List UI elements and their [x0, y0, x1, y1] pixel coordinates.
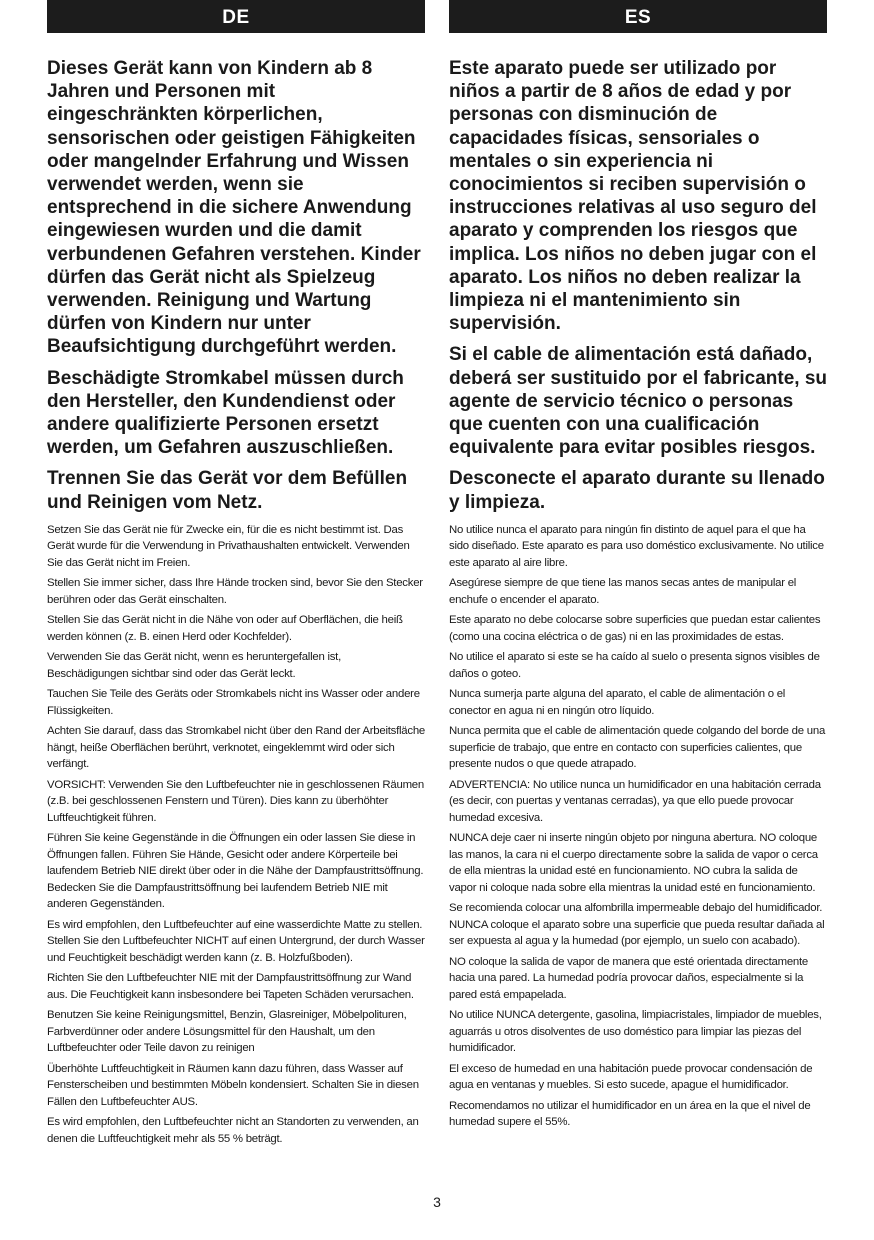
paragraph: El exceso de humedad en una habitación puede provocar condensación de agua en ventanas y muebles. Si esto sucede, apague el humidificador.	[449, 1062, 813, 1092]
paragraph: Tauchen Sie Teile des Geräts oder Stromkabels nicht ins Wasser oder andere Flüssigkeiten.	[47, 688, 420, 717]
bold-paragraph: Desconecte el aparato durante su llenado y limpieza.	[449, 468, 825, 513]
paragraph: Führen Sie keine Gegenstände in die Öffnungen ein oder lassen Sie diese in Öffnungen fallen. Führen Sie Hände, Gesicht oder andere Körperteile bei laufendem Betrieb NIE direkt über oder in die Nähe der Dampfaustrittsöffnung. Bedecken Sie die Dampfaustrittsöffnung bei laufendem Betrieb NIE mit anderen Gegenständen.	[47, 832, 424, 911]
paragraph: Es wird empfohlen, den Luftbefeuchter nicht an Standorten zu verwenden, an denen die Luftfeuchtigkeit mehr als 55 % beträgt.	[47, 1116, 419, 1145]
column-spanish	[449, 0, 827, 1135]
paragraph: Recomendamos no utilizar el humidificador en un área en la que el nivel de humedad supere el 55%.	[449, 1099, 811, 1129]
bold-paragraph: Trennen Sie das Gerät vor dem Befüllen und Reinigen vom Netz.	[47, 468, 408, 513]
german-text	[47, 33, 425, 1147]
bold-paragraph: Este aparato puede ser utilizado por niños a partir de 8 años de edad y por personas con disminución de capacidades físicas, sensoriales o mentales o sin experiencia ni conocimientos si reciben supervisión o instrucciones relativas al uso seguro del aparato y comprenden los riesgos que implica. Los niños no deben jugar con el aparato. Los niños no deben realizar la limpieza ni el mantenimiento sin supervisión.	[449, 58, 817, 335]
paragraph: Este aparato no debe colocarse sobre superficies que puedan estar calientes (como una cocina eléctrica o de gas) ni en las proximidades de estas.	[449, 614, 821, 643]
paragraph: Achten Sie darauf, dass das Stromkabel nicht über den Rand der Arbeitsfläche hängt, heiße Oberflächen berührt, verknotet, eingeklemmt wird oder sich verfängt.	[47, 725, 426, 771]
paragraph: Nunca permita que el cable de alimentación quede colgando del borde de una superficie de trabajo, que entre en contacto con superficies calientes, que presente nudos o que quede atrapado.	[449, 725, 826, 771]
paragraph: Es wird empfohlen, den Luftbefeuchter auf eine wasserdichte Matte zu stellen. Stellen Sie den Luftbefeuchter NICHT auf einen Untergrund, der durch Wasser und Feuchtigkeit beschädigt werden kann (z. B. Holzfußboden).	[47, 918, 425, 964]
page-number: 3	[433, 1194, 441, 1210]
paragraph: No utilice nunca el aparato para ningún fin distinto de aquel para el que ha sido diseñado. Este aparato es para uso doméstico exclusivamente. No utilice este aparato al aire libre.	[449, 523, 824, 569]
paragraph: Überhöhte Luftfeuchtigkeit in Räumen kann dazu führen, dass Wasser auf Fensterscheiben und bestimmten Möbeln kondensiert. Schalten Sie in diesen Fällen den Luftbefeuchter AUS.	[47, 1062, 419, 1108]
paragraph: Stellen Sie immer sicher, dass Ihre Hände trocken sind, bevor Sie den Stecker berühren oder das Gerät einschalten.	[47, 577, 423, 606]
paragraph: Nunca sumerja parte alguna del aparato, el cable de alimentación o el conector en agua ni en ningún otro líquido.	[449, 688, 786, 717]
paragraph: Benutzen Sie keine Reinigungsmittel, Benzin, Glasreiniger, Möbelpolituren, Farbverdünner oder andere Lösungsmittel für den Haushalt, um den Luftbefeuchter oder Teile davon zu reinigen	[47, 1009, 407, 1055]
column-german	[47, 0, 425, 1151]
language-header-es: ES	[449, 0, 827, 33]
paragraph: Se recomienda colocar una alfombrilla impermeable debajo del humidificador. NUNCA coloque el aparato sobre una superficie que pueda resultar dañada al ser expuesta al agua y la humedad (por ejemplo, un suelo con acabado).	[449, 902, 825, 948]
paragraph: Stellen Sie das Gerät nicht in die Nähe von oder auf Oberflächen, die heiß werden können (z. B. einen Herd oder Kochfelder).	[47, 614, 403, 643]
paragraph: No utilice NUNCA detergente, gasolina, limpiacristales, limpiador de muebles, aguarrás u otros disolventes de uso doméstico para limpiar las piezas del humidificador.	[449, 1009, 822, 1055]
paragraph: NO coloque la salida de vapor de manera que esté orientada directamente hacia una pared. La humedad podría provocar daños, especialmente si la pared está empapelada.	[449, 955, 809, 1001]
paragraph: Verwenden Sie das Gerät nicht, wenn es heruntergefallen ist, Beschädigungen sichtbar sind oder das Gerät leckt.	[47, 651, 341, 680]
paragraph: VORSICHT: Verwenden Sie den Luftbefeuchter nie in geschlossenen Räumen (z.B. bei geschlossenen Fenstern und Türen). Dies kann zu überhöhter Luftfeuchtigkeit führen.	[47, 778, 424, 824]
language-header-de: DE	[47, 0, 425, 33]
spanish-text	[449, 33, 827, 1131]
bold-paragraph: Dieses Gerät kann von Kindern ab 8 Jahren und Personen mit eingeschränkten körperlichen, sensorischen oder geistigen Fähigkeiten oder mangelnder Erfahrung und Wissen verwendet werden, wenn sie entsprechend in die sichere Anwendung eingewiesen wurden und die damit verbundenen Gefahren verstehen. Kinder dürfen das Gerät nicht als Spielzeug verwenden. Reinigung und Wartung dürfen von Kindern nur unter Beaufsichtigung durchgeführt werden.	[47, 58, 421, 358]
paragraph: Setzen Sie das Gerät nie für Zwecke ein, für die es nicht bestimmt ist. Das Gerät wurde für die Verwendung in Privathaushalten entwickelt. Verwenden Sie das Gerät nicht im Freien.	[47, 523, 410, 569]
paragraph: No utilice el aparato si este se ha caído al suelo o presenta signos visibles de daños o goteo.	[449, 651, 820, 680]
paragraph: ADVERTENCIA: No utilice nunca un humidificador en una habitación cerrada (es decir, con puertas y ventanas cerradas), ya que ello puede provocar humedad excesiva.	[449, 778, 821, 824]
bold-paragraph: Si el cable de alimentación está dañado, deberá ser sustituido por el fabricante, su agente de servicio técnico o personas que cuenten con una cualificación equivalente para evitar posibles riesgos.	[449, 344, 827, 459]
paragraph: Asegúrese siempre de que tiene las manos secas antes de manipular el enchufe o encender el aparato.	[449, 577, 797, 606]
paragraph: Richten Sie den Luftbefeuchter NIE mit der Dampfaustrittsöffnung zur Wand aus. Die Feuchtigkeit kann insbesondere bei Tapeten Schäden verursachen.	[47, 972, 414, 1001]
paragraph: NUNCA deje caer ni inserte ningún objeto por ninguna abertura. NO coloque las manos, la cara ni el cuerpo directamente sobre la salida de vapor o cerca de ella mientras la unidad esté en funcionamiento. NO cubra la salida de vapor ni coloque nada sobre ella mientras la unidad esté en funcionamiento.	[449, 832, 818, 894]
bold-paragraph: Beschädigte Stromkabel müssen durch den Hersteller, den Kundendienst oder andere qualifizierte Personen ersetzt werden, um Gefahren auszuschließen.	[47, 367, 404, 459]
